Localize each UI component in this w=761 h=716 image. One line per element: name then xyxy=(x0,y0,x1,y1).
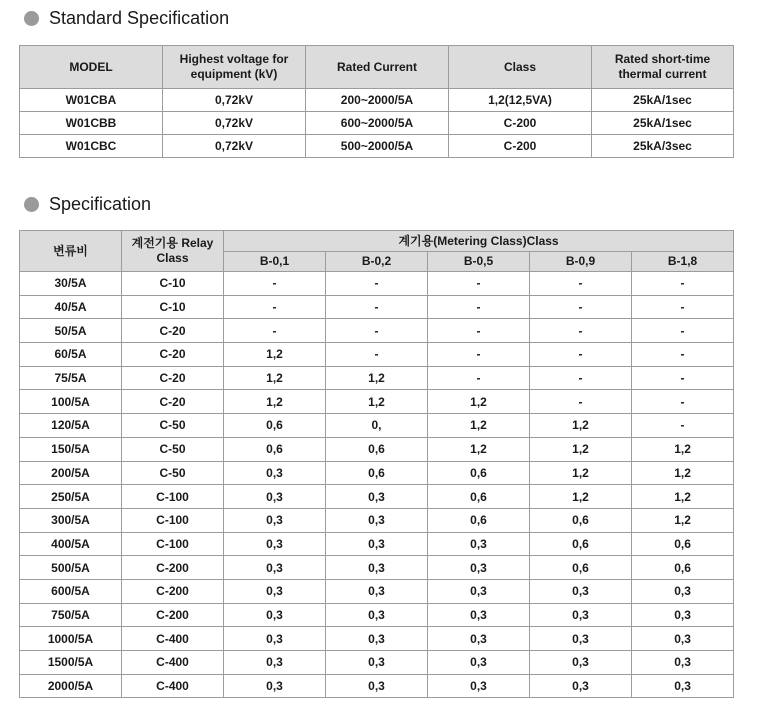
table-cell: 1,2(12,5VA) xyxy=(449,89,592,112)
table-row xyxy=(20,343,734,367)
table-cell: 0,3 xyxy=(428,651,530,675)
table-row xyxy=(20,651,734,675)
table-cell: C-100 xyxy=(122,485,224,509)
table-cell: - xyxy=(326,319,428,343)
table-cell: 0,6 xyxy=(530,508,632,532)
table-cell: 0,3 xyxy=(224,485,326,509)
table-row xyxy=(20,295,734,319)
table-cell: C-20 xyxy=(122,366,224,390)
table-cell: 0,3 xyxy=(632,603,734,627)
table-cell: 500/5A xyxy=(20,556,122,580)
table-row xyxy=(20,319,734,343)
table-cell: 0,3 xyxy=(224,461,326,485)
table-cell: - xyxy=(326,343,428,367)
table-cell: 0,3 xyxy=(224,556,326,580)
table-cell: 1000/5A xyxy=(20,627,122,651)
table-cell: - xyxy=(428,272,530,296)
table-cell: 1,2 xyxy=(530,485,632,509)
table-cell: 0,6 xyxy=(530,532,632,556)
table-row xyxy=(20,532,734,556)
table-cell: 0,6 xyxy=(428,461,530,485)
table-cell: - xyxy=(530,390,632,414)
table-cell: C-400 xyxy=(122,651,224,675)
table-cell: 0,3 xyxy=(530,603,632,627)
table-cell: 0,3 xyxy=(326,556,428,580)
table-cell: 1,2 xyxy=(224,390,326,414)
table-cell: 0,3 xyxy=(224,579,326,603)
table-cell: C-200 xyxy=(122,579,224,603)
table-row xyxy=(20,390,734,414)
table-cell: C-10 xyxy=(122,295,224,319)
table-cell: - xyxy=(428,343,530,367)
table-cell: 0,3 xyxy=(224,651,326,675)
table-cell: 0,3 xyxy=(530,674,632,698)
table-cell: 250/5A xyxy=(20,485,122,509)
table-cell: 0,6 xyxy=(632,532,734,556)
table-cell: - xyxy=(530,343,632,367)
table-cell: 0,3 xyxy=(428,532,530,556)
table-cell: W01CBC xyxy=(20,135,163,158)
table-cell: 1,2 xyxy=(530,461,632,485)
table-cell: 0,3 xyxy=(224,508,326,532)
metering-class-header: B-0,9 xyxy=(530,252,632,272)
table-cell: 40/5A xyxy=(20,295,122,319)
table-cell: 25kA/3sec xyxy=(592,135,734,158)
table-cell: C-200 xyxy=(122,556,224,580)
table-cell: 1,2 xyxy=(224,366,326,390)
table-cell: - xyxy=(632,319,734,343)
table-cell: 60/5A xyxy=(20,343,122,367)
table-cell: 750/5A xyxy=(20,603,122,627)
table-cell: C-400 xyxy=(122,674,224,698)
table-cell: 0,3 xyxy=(326,674,428,698)
table-cell: 0,6 xyxy=(428,485,530,509)
table-cell: 1,2 xyxy=(428,437,530,461)
table-cell: 200~2000/5A xyxy=(306,89,449,112)
table-cell: 30/5A xyxy=(20,272,122,296)
table-cell: 0,3 xyxy=(224,627,326,651)
table-cell: 0,3 xyxy=(326,508,428,532)
metering-class-header: B-1,8 xyxy=(632,252,734,272)
table-row xyxy=(20,556,734,580)
table-cell: 0,6 xyxy=(224,414,326,438)
table-cell: 0,3 xyxy=(530,627,632,651)
table-cell: 1,2 xyxy=(632,485,734,509)
table-cell: 1,2 xyxy=(530,437,632,461)
table-cell: 0,3 xyxy=(224,674,326,698)
table-cell: 75/5A xyxy=(20,366,122,390)
table-cell: - xyxy=(224,272,326,296)
table-cell: 0,6 xyxy=(632,556,734,580)
table-cell: 600/5A xyxy=(20,579,122,603)
table-cell: 1,2 xyxy=(632,461,734,485)
table-cell: 1,2 xyxy=(632,437,734,461)
table-cell: W01CBB xyxy=(20,112,163,135)
table-cell: C-400 xyxy=(122,627,224,651)
table-cell: C-50 xyxy=(122,437,224,461)
table-cell: 1,2 xyxy=(326,366,428,390)
table-cell: 0,3 xyxy=(326,603,428,627)
table-cell: 0,3 xyxy=(428,627,530,651)
table-cell: - xyxy=(632,295,734,319)
table-cell: - xyxy=(428,319,530,343)
table-cell: - xyxy=(530,366,632,390)
table-cell: 0,3 xyxy=(632,674,734,698)
std-header-thermal: Rated short-time thermal current xyxy=(592,46,734,89)
table-cell: - xyxy=(632,366,734,390)
spec-table xyxy=(19,230,734,698)
std-header-class: Class xyxy=(449,46,592,89)
table-cell: 0,72kV xyxy=(163,135,306,158)
table-cell: 1500/5A xyxy=(20,651,122,675)
table-cell: C-50 xyxy=(122,414,224,438)
table-cell: - xyxy=(224,319,326,343)
table-row xyxy=(20,627,734,651)
table-cell: - xyxy=(632,414,734,438)
spec-header-ratio: 변류비 xyxy=(20,231,122,272)
table-cell: 200/5A xyxy=(20,461,122,485)
table-cell: 0,3 xyxy=(326,579,428,603)
table-cell: 0,72kV xyxy=(163,112,306,135)
table-row xyxy=(20,508,734,532)
table-cell: 25kA/1sec xyxy=(592,112,734,135)
table-cell: 0,3 xyxy=(326,651,428,675)
spec-header-metering: 계기용(Metering Class)Class xyxy=(224,231,734,252)
table-cell: 0,6 xyxy=(326,437,428,461)
metering-class-header: B-0,1 xyxy=(224,252,326,272)
table-row xyxy=(20,461,734,485)
table-cell: 1,2 xyxy=(224,343,326,367)
bullet-icon xyxy=(24,11,39,26)
standard-section-heading xyxy=(24,8,229,29)
table-cell: - xyxy=(632,390,734,414)
spec-section-title: Specification xyxy=(49,194,152,214)
table-row xyxy=(20,366,734,390)
table-cell: 0,3 xyxy=(530,579,632,603)
table-cell: 1,2 xyxy=(326,390,428,414)
table-cell: 0,3 xyxy=(428,603,530,627)
table-cell: 0,3 xyxy=(632,579,734,603)
table-row xyxy=(20,603,734,627)
table-cell: 1,2 xyxy=(530,414,632,438)
table-cell: 0,3 xyxy=(224,532,326,556)
std-header-current: Rated Current xyxy=(306,46,449,89)
table-cell: 0,3 xyxy=(224,603,326,627)
table-row xyxy=(20,674,734,698)
table-row xyxy=(20,579,734,603)
table-cell: 0, xyxy=(326,414,428,438)
table-cell: 0,3 xyxy=(326,532,428,556)
table-cell: C-20 xyxy=(122,343,224,367)
table-row xyxy=(20,135,734,158)
metering-class-header: B-0,5 xyxy=(428,252,530,272)
table-row xyxy=(20,89,734,112)
table-cell: C-20 xyxy=(122,319,224,343)
table-cell: C-200 xyxy=(449,112,592,135)
spec-header-relay: 계전기용 Relay Class xyxy=(122,231,224,272)
table-cell: C-50 xyxy=(122,461,224,485)
table-cell: - xyxy=(530,272,632,296)
std-header-model: MODEL xyxy=(20,46,163,89)
table-cell: 1,2 xyxy=(428,390,530,414)
table-cell: - xyxy=(428,295,530,319)
table-row xyxy=(20,485,734,509)
table-cell: 0,3 xyxy=(428,674,530,698)
table-cell: C-20 xyxy=(122,390,224,414)
spec-section-heading xyxy=(24,194,151,215)
table-cell: - xyxy=(632,343,734,367)
table-cell: 0,3 xyxy=(326,485,428,509)
table-cell: 600~2000/5A xyxy=(306,112,449,135)
std-header-voltage: Highest voltage for equipment (kV) xyxy=(163,46,306,89)
table-cell: 0,3 xyxy=(428,579,530,603)
table-row xyxy=(20,414,734,438)
table-cell: 0,3 xyxy=(326,627,428,651)
table-row xyxy=(20,272,734,296)
table-cell: - xyxy=(632,272,734,296)
standard-section-title: Standard Specification xyxy=(49,8,230,28)
table-cell: - xyxy=(326,295,428,319)
table-cell: 100/5A xyxy=(20,390,122,414)
table-cell: 1,2 xyxy=(428,414,530,438)
table-cell: - xyxy=(530,295,632,319)
table-cell: 0,6 xyxy=(530,556,632,580)
table-row xyxy=(20,112,734,135)
table-cell: C-200 xyxy=(122,603,224,627)
standard-spec-table xyxy=(19,45,734,158)
table-cell: C-200 xyxy=(449,135,592,158)
table-cell: 300/5A xyxy=(20,508,122,532)
table-cell: 500~2000/5A xyxy=(306,135,449,158)
table-cell: - xyxy=(530,319,632,343)
table-cell: - xyxy=(326,272,428,296)
table-cell: 50/5A xyxy=(20,319,122,343)
table-cell: - xyxy=(428,366,530,390)
table-cell: 0,6 xyxy=(428,508,530,532)
table-cell: C-10 xyxy=(122,272,224,296)
table-cell: 0,3 xyxy=(428,556,530,580)
table-cell: - xyxy=(224,295,326,319)
table-cell: 0,72kV xyxy=(163,89,306,112)
table-cell: C-100 xyxy=(122,508,224,532)
table-cell: 25kA/1sec xyxy=(592,89,734,112)
table-cell: C-100 xyxy=(122,532,224,556)
table-cell: 400/5A xyxy=(20,532,122,556)
table-cell: 0,6 xyxy=(326,461,428,485)
table-cell: 120/5A xyxy=(20,414,122,438)
table-cell: 0,3 xyxy=(530,651,632,675)
table-cell: 0,6 xyxy=(224,437,326,461)
table-cell: 0,3 xyxy=(632,627,734,651)
metering-class-header: B-0,2 xyxy=(326,252,428,272)
table-cell: 1,2 xyxy=(632,508,734,532)
table-cell: 2000/5A xyxy=(20,674,122,698)
table-row xyxy=(20,437,734,461)
table-cell: W01CBA xyxy=(20,89,163,112)
table-cell: 0,3 xyxy=(632,651,734,675)
bullet-icon xyxy=(24,197,39,212)
table-cell: 150/5A xyxy=(20,437,122,461)
